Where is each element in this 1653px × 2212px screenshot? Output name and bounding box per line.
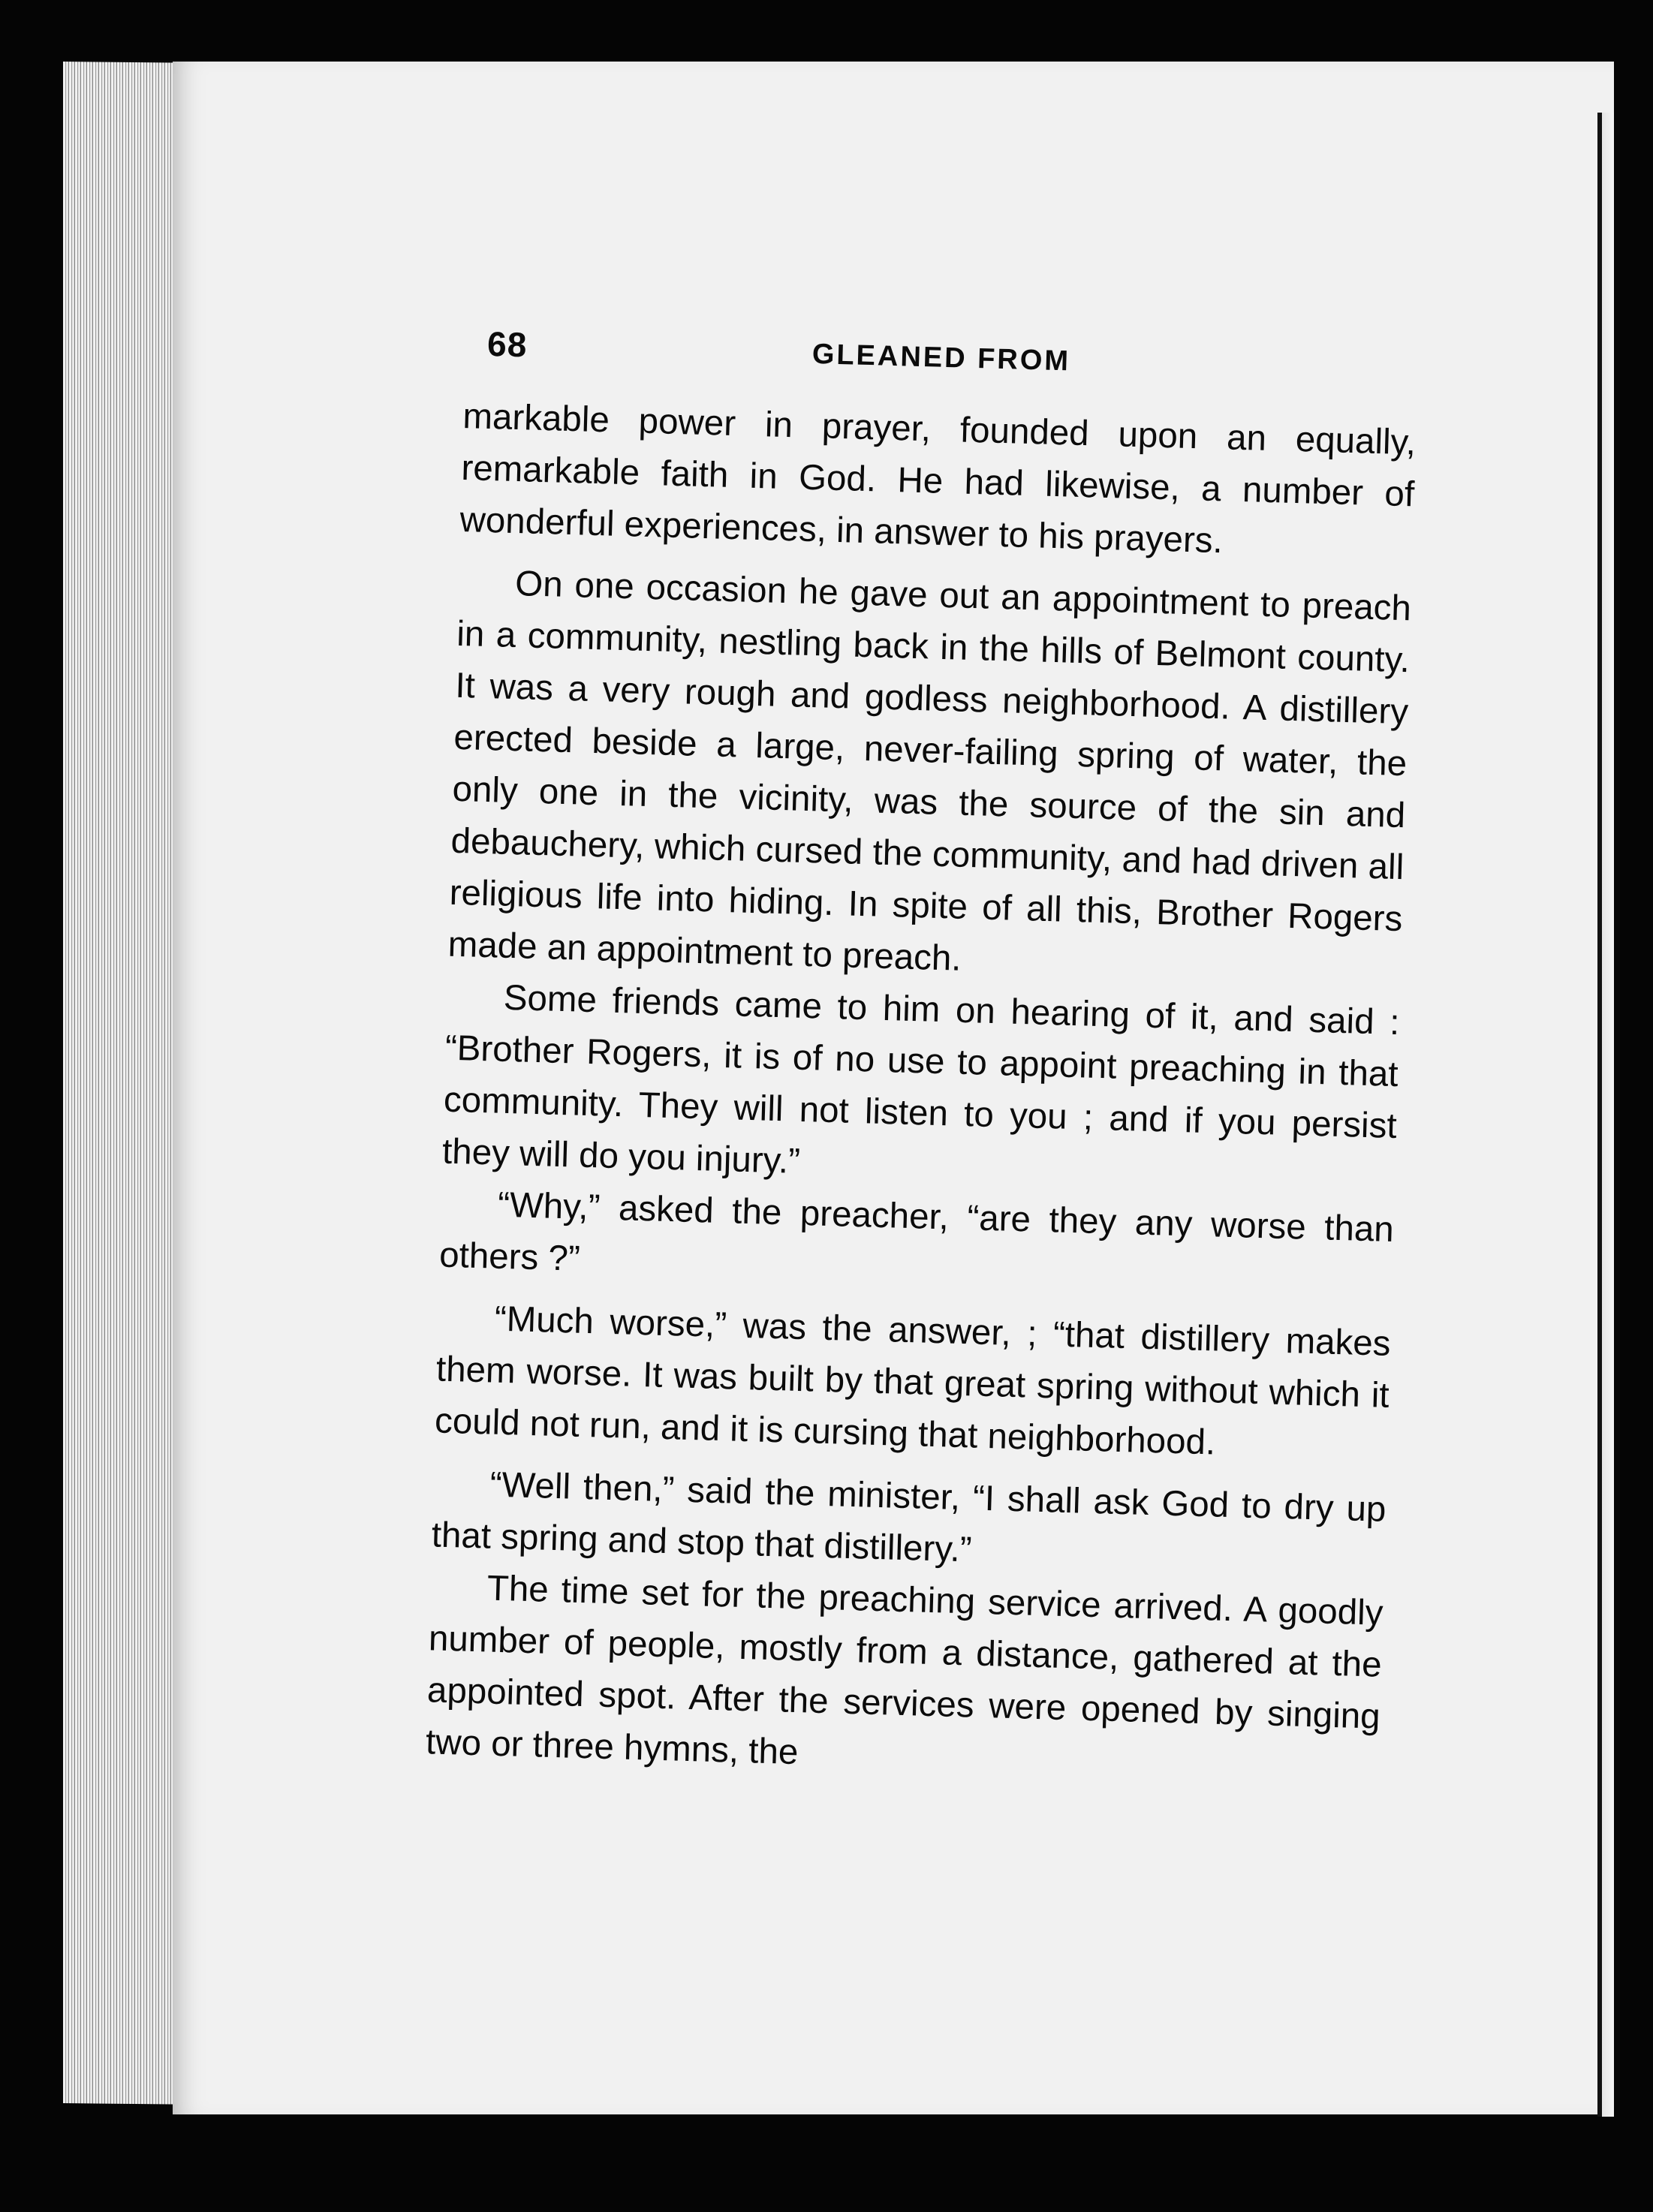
paragraph: “Well then,” said the minister, “I shall ask God to dry up that spring and stop that distillery.” (431, 1464, 1387, 1570)
running-title: GLEANED FROM (811, 338, 1071, 378)
paragraph: markable power in prayer, founded upon an equally, remarkable faith in God. He had likewise, a number of wonderful experiences, in answer to his prayers. (459, 396, 1417, 561)
facing-page-edge (1597, 113, 1614, 2117)
paragraph: Some friends came to him on hearing of it, and said : “Brother Rogers, it is of no use to appoint preaching in that community. They will not listen to you ; and if you persist they will do you injury.” (441, 977, 1401, 1181)
paragraph: “Much worse,” was the answer, ; “that distillery makes them worse. It was built by that great spring without which it could not run, and it is cursing that neighborhood. (434, 1299, 1392, 1463)
page-content (425, 323, 1418, 1795)
paragraph: The time set for the preaching service arrived. A goodly number of people, mostly from a distance, gathered at the appointed spot. After the services were opened by singing two or three hymns, the (425, 1568, 1384, 1773)
page-number: 68 (486, 324, 528, 365)
paragraph: On one occasion he gave out an appointment to preach in a community, nestling back in the hills of Belmont county. It was a very rough and godless neighborhood. A distillery erected beside a large, never-failing spring of water, the only one in the vicinity, was the source of the sin and debauchery, which cursed the community, and had driven all religious life into hiding. In spite of all this, Brother Rogers made an appointment to preach. (447, 563, 1412, 979)
body-text (425, 390, 1417, 1795)
paragraph: “Why,” asked the preacher, “are they any worse than others ?” (438, 1184, 1395, 1279)
